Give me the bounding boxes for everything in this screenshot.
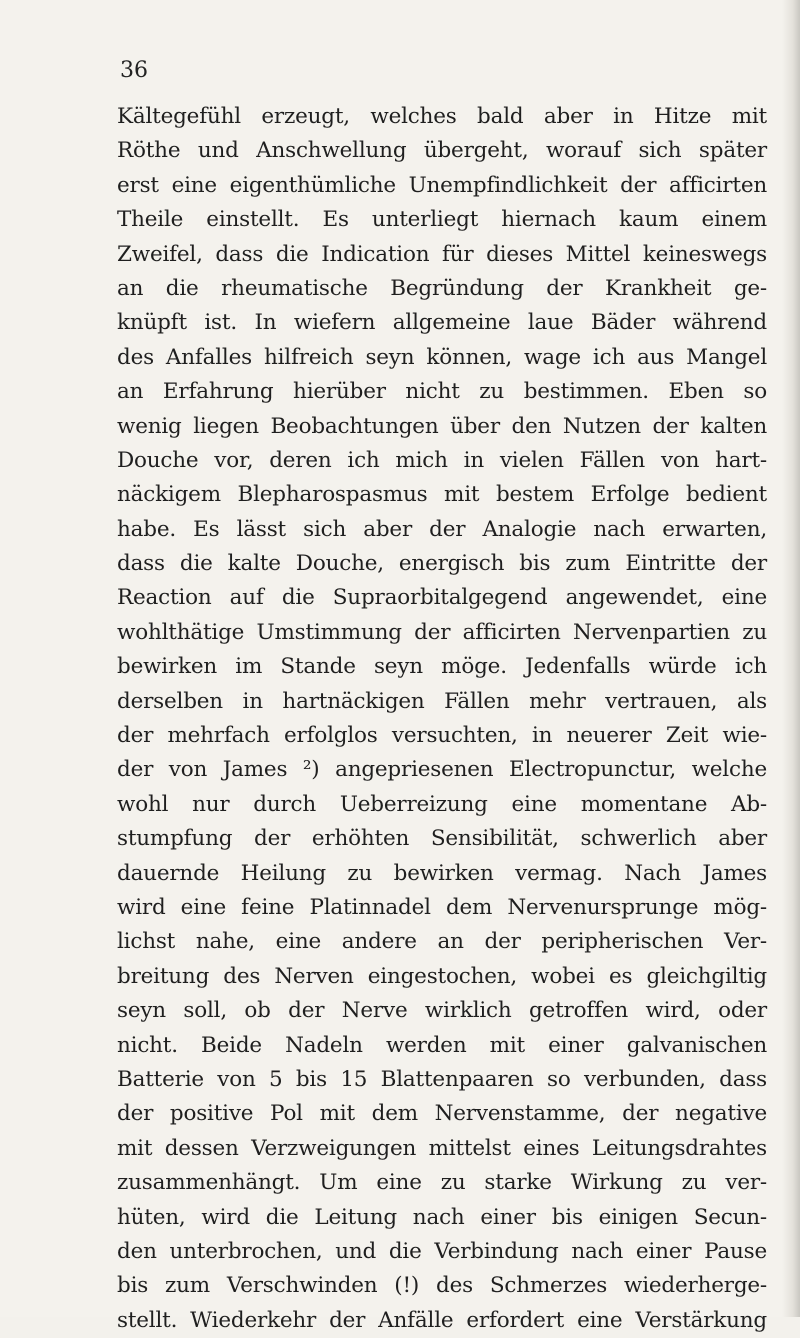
body-text <box>117 100 767 1338</box>
text-line: Zweifel, dass die Indication für dieses Mittel keineswegs <box>117 241 767 267</box>
text-line: zusammenhängt. Um eine zu starke Wirkung zu ver- <box>117 1170 767 1196</box>
page-number: 36 <box>120 58 148 83</box>
text-line: wohl nur durch Ueberreizung eine momentane Ab- <box>117 791 767 817</box>
text-line: wird eine feine Platinnadel dem Nervenursprunge mög- <box>117 894 767 920</box>
text-line: breitung des Nerven eingestochen, wobei es gleichgiltig <box>117 963 767 989</box>
text-line: Reaction auf die Supraorbitalgegend angewendet, eine <box>117 585 767 611</box>
text-line: wenig liegen Beobachtungen über den Nutzen der kalten <box>117 413 767 439</box>
text-line: dauernde Heilung zu bewirken vermag. Nach James <box>117 860 767 886</box>
text-line: der mehrfach erfolglos versuchten, in neuerer Zeit wie- <box>117 723 767 749</box>
text-line: Douche vor, deren ich mich in vielen Fällen von hart- <box>117 447 767 473</box>
text-line: erst eine eigenthümliche Unempfindlichkeit der afficirten <box>117 172 767 198</box>
text-line: an die rheumatische Begründung der Krankheit ge- <box>117 275 767 301</box>
text-line: seyn soll, ob der Nerve wirklich getroffen wird, oder <box>117 998 767 1024</box>
text-line: an Erfahrung hierüber nicht zu bestimmen. Eben so <box>117 379 767 405</box>
text-line: bewirken im Stande seyn möge. Jedenfalls würde ich <box>117 654 767 680</box>
text-line: knüpft ist. In wiefern allgemeine laue Bäder während <box>117 310 767 336</box>
text-line: den unterbrochen, und die Verbindung nach einer Pause <box>117 1238 767 1264</box>
text-line: des Anfalles hilfreich seyn können, wage ich aus Mangel <box>117 344 767 370</box>
text-line: der positive Pol mit dem Nervenstamme, der negative <box>117 1101 767 1127</box>
text-line: hüten, wird die Leitung nach einer bis einigen Secun- <box>117 1204 767 1230</box>
text-line: näckigem Blepharospasmus mit bestem Erfolge bedient <box>117 482 767 508</box>
text-line: habe. Es lässt sich aber der Analogie nach erwarten, <box>117 516 767 542</box>
text-line: Kältegefühl erzeugt, welches bald aber in Hitze mit <box>117 104 767 129</box>
text-line: lichst nahe, eine andere an der peripherischen Ver- <box>117 929 767 955</box>
text-line: wohlthätige Umstimmung der afficirten Nervenpartien zu <box>117 619 767 645</box>
text-line: Röthe und Anschwellung übergeht, worauf sich später <box>117 138 767 164</box>
page-edge-shadow <box>782 0 800 1317</box>
text-line: stumpfung der erhöhten Sensibilität, schwerlich aber <box>117 826 767 852</box>
text-line: bis zum Verschwinden (!) des Schmerzes wiederherge- <box>117 1273 767 1299</box>
text-line: der von James ²) angepriesenen Electropunctur, welche <box>117 757 767 783</box>
text-line: dass die kalte Douche, energisch bis zum Eintritte der <box>117 551 767 577</box>
text-line: Theile einstellt. Es unterliegt hiernach kaum einem <box>117 207 767 233</box>
text-line: mit dessen Verzweigungen mittelst eines Leitungsdrahtes <box>117 1135 767 1161</box>
text-line: stellt. Wiederkehr der Anfälle erfordert eine Verstärkung <box>117 1307 767 1333</box>
text-line: nicht. Beide Nadeln werden mit einer galvanischen <box>117 1032 767 1058</box>
text-line: derselben in hartnäckigen Fällen mehr vertrauen, als <box>117 688 767 714</box>
text-line: Batterie von 5 bis 15 Blattenpaaren so verbunden, dass <box>117 1066 767 1092</box>
